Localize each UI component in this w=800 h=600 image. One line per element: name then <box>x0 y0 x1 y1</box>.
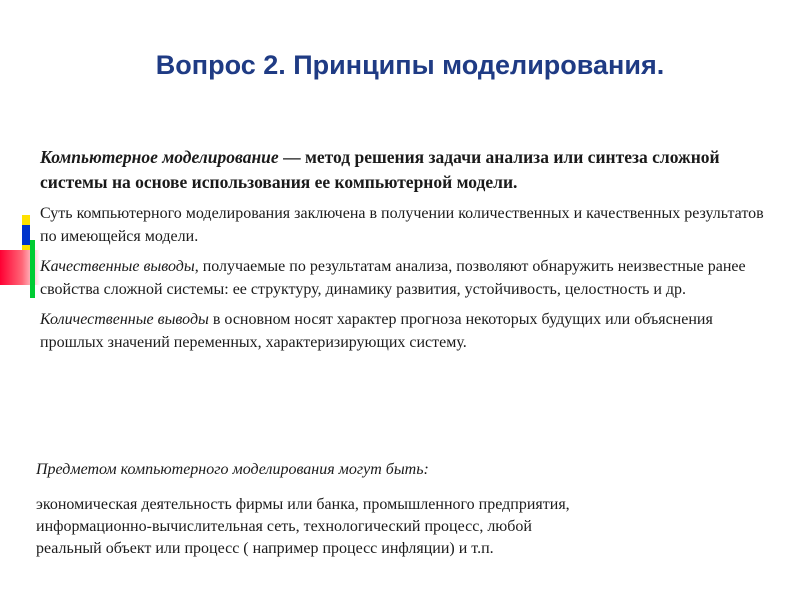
subject-line: реальный объект или процесс ( например процесс инфляции) и т.п. <box>36 540 494 557</box>
point-essence <box>40 202 780 248</box>
subject-line: информационно-вычислительная сеть, технологический процесс, любой <box>36 518 532 535</box>
subject-heading: Предметом компьютерного моделирования могут быть: <box>36 461 429 478</box>
text: — метод решения задачи анализа или синтеза сложной системы на основе использования ее компьютерной модели. <box>40 147 720 192</box>
term: Количественные выводы <box>40 311 209 328</box>
subject-section <box>36 459 776 560</box>
slide-title: Вопрос 2. Принципы моделирования. <box>155 50 665 80</box>
text: Суть компьютерного моделирования заключена в получении количественных и качественных результатов по имеющейся модели. <box>40 205 764 245</box>
term: Компьютерное моделирование <box>40 147 279 167</box>
content-box <box>40 145 780 361</box>
decor-blue-bar <box>22 225 30 245</box>
subject-line: экономическая деятельность фирмы или банка, промышленного предприятия, <box>36 496 570 513</box>
term: Качественные выводы <box>40 258 195 275</box>
point-definition <box>40 145 780 195</box>
decor-green-bar <box>30 240 35 298</box>
text: , получаемые по результатам анализа, позволяют обнаружить неизвестные ранее свойства сложной системы: ее структуру, динамику развития, устойчивость, целостность и др. <box>40 258 746 298</box>
text: в основном носят характер прогноза некоторых будущих или объяснения прошлых значений переменных, характеризирующих систему. <box>40 311 713 351</box>
point-quantitative <box>40 308 780 354</box>
point-qualitative <box>40 255 780 301</box>
